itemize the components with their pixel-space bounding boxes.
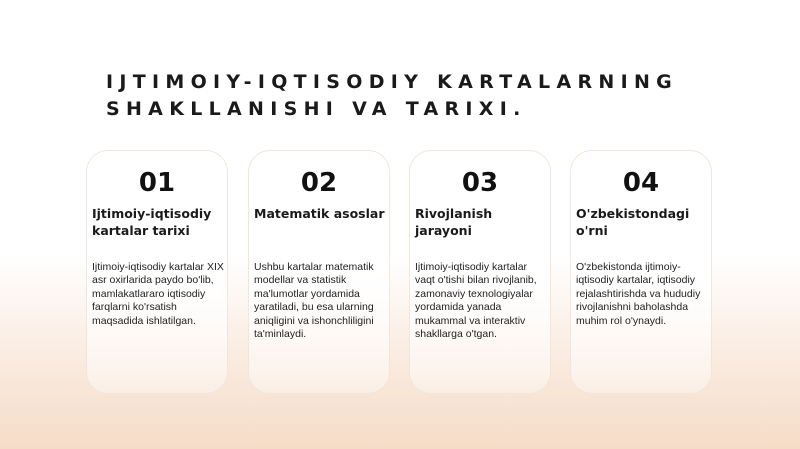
card-body: Ushbu kartalar matematik modellar va statistik ma'lumotlar yordamida yaratiladi, bu esa ularning aniqligini va ishonchliligini ta'minlaydi. [254,261,374,341]
card-heading: O'zbekistondagi o'rni [576,206,690,238]
card-heading: Ijtimoiy-iqtisodiy kartalar tarixi [92,206,212,238]
card-number: 04 [622,168,660,198]
slide-title: IJTIMOIY-IQTISODIY KARTALARNING SHAKLLANISHI VA TARIXI. [106,71,679,120]
card-heading: Rivojlanish jarayoni [415,206,493,238]
card-uzbekistan-role [570,150,712,394]
card-heading: Matematik asoslar [254,206,385,221]
card-development [409,150,551,394]
card-body: Ijtimoiy-iqtisodiy kartalar vaqt o'tishi bilan rivojlanib, zamonaviy texnologiyalar yordamida yanada mukammal va interaktiv shakllarga o'tgan. [415,261,537,341]
card-number: 01 [138,168,176,198]
card-history [86,150,228,394]
card-body: Ijtimoiy-iqtisodiy kartalar XIX asr oxirlarida paydo bo'lib, mamlakatlararo iqtisodiy farqlarni ko'rsatish maqsadida ishlatilgan. [92,261,224,327]
card-body: O'zbekistonda ijtimoiy-iqtisodiy kartalar, iqtisodiy rejalashtirishda va hududiy rivojlanishni baholashda muhim rol o'ynaydi. [576,261,701,327]
card-number: 02 [300,168,338,198]
card-number: 03 [461,168,499,198]
card-math-foundations [248,150,390,394]
